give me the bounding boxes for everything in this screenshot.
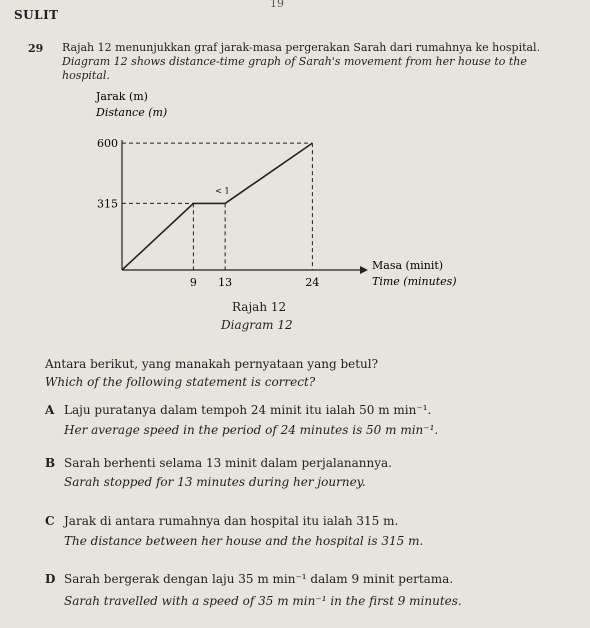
option-a-letter[interactable]: A [45,403,55,417]
x-tick-label-9: 9 [189,276,197,289]
question-text-en: Diagram 12 shows distance-time graph of Sarah's movement from her house to the [62,55,527,68]
option-d-letter[interactable]: D [45,572,56,586]
question-text-ms: Rajah 12 menunjukkan graf jarak-masa pergerakan Sarah dari rumahnya ke hospital. [62,41,541,54]
option-c-text-en[interactable]: The distance between her house and the hospital is 315 m. [64,534,424,548]
distance-time-chart [60,92,500,302]
option-d-text-en[interactable]: Sarah travelled with a speed of 35 m min⁻¹ in the first 9 minutes. [64,594,462,608]
y-axis-label-ms: Jarak (m) [96,92,148,103]
page-mark: 19 [270,0,284,10]
diagram-caption-ms: Rajah 12 [232,300,287,314]
x-tick-label-13: 13 [218,276,233,289]
option-b-letter[interactable]: B [45,456,56,470]
x-axis-arrow [360,266,368,274]
y-tick-label-315: 315 [97,197,118,211]
question-number: 29 [28,42,44,55]
option-a-text-ms[interactable]: Laju puratanya dalam tempoh 24 minit itu ialah 50 m min⁻¹. [64,403,432,417]
prompt-en: Which of the following statement is correct? [45,375,316,389]
x-tick-label-24: 24 [305,276,320,289]
question-text-en-line2: hospital. [62,69,110,82]
option-b-text-ms[interactable]: Sarah berhenti selama 13 minit dalam perjalanannya. [64,456,392,470]
header-sulit: SULIT [14,8,59,22]
prompt-ms: Antara berikut, yang manakah pernyataan yang betul? [45,357,379,371]
x-axis-label-ms: Masa (minit) [372,259,444,272]
y-tick-label-600: 600 [97,137,118,151]
option-d-text-ms[interactable]: Sarah bergerak dengan laju 35 m min⁻¹ dalam 9 minit pertama. [64,572,454,586]
option-c-letter[interactable]: C [45,514,55,528]
option-c-text-ms[interactable]: Jarak di antara rumahnya dan hospital itu ialah 315 m. [64,514,399,528]
x-axis-label-en: Time (minutes) [372,275,457,288]
y-axis-label-en: Distance (m) [96,106,168,119]
option-b-text-en[interactable]: Sarah stopped for 13 minutes during her journey. [64,475,366,489]
distance-series-line [122,143,312,270]
chart-annotation: < 1 [215,186,230,196]
option-a-text-en[interactable]: Her average speed in the period of 24 minutes is 50 m min⁻¹. [64,423,439,437]
diagram-caption-en: Diagram 12 [221,318,293,332]
